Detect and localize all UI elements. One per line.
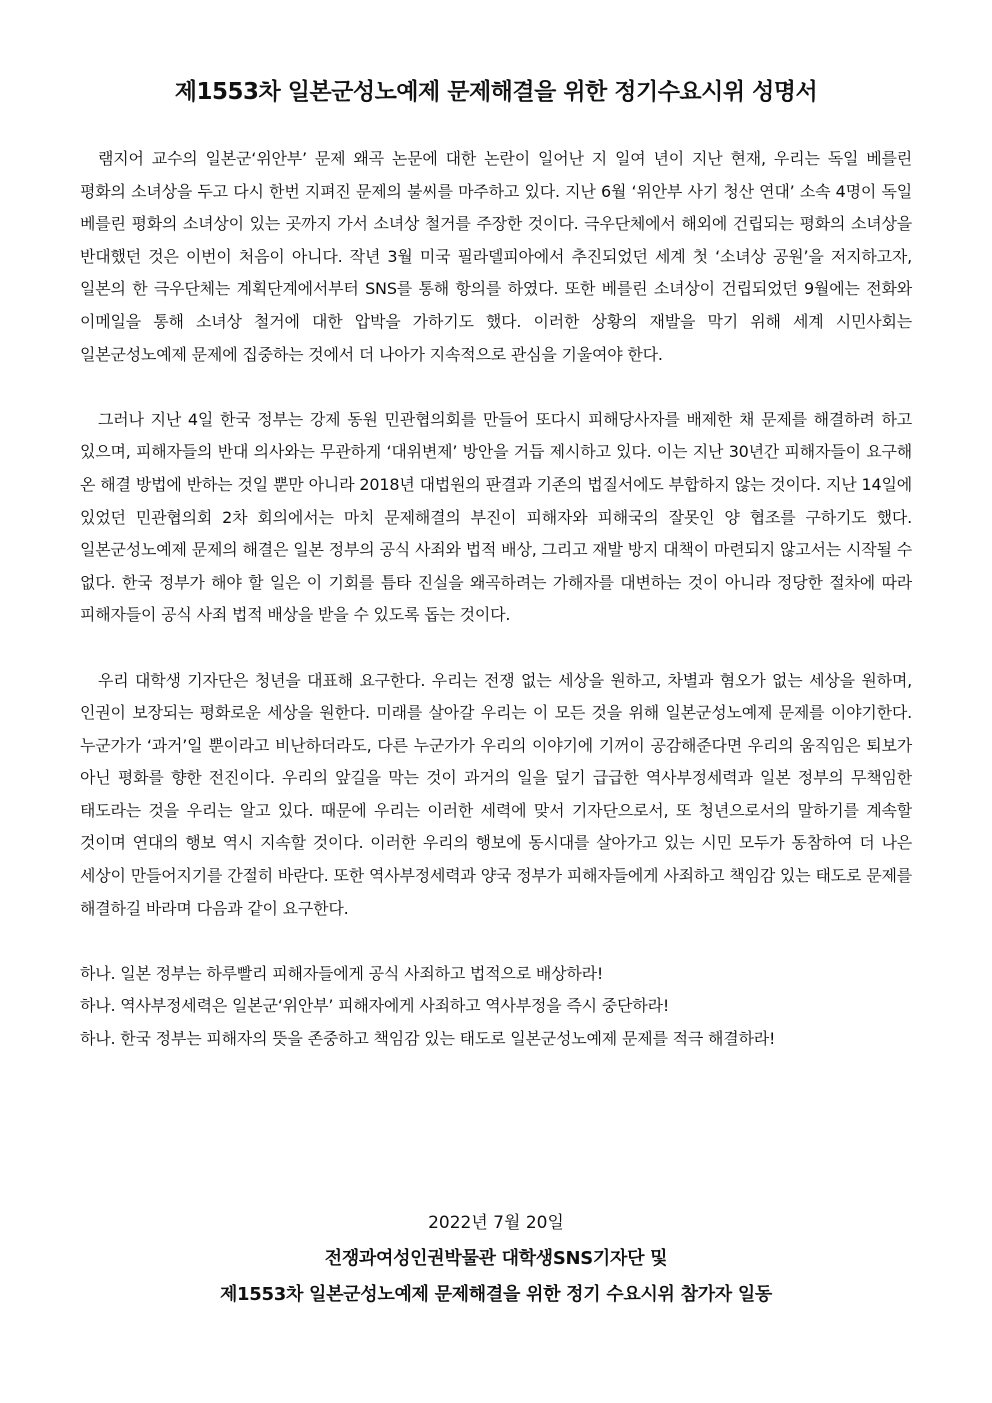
organization-line-1: 전쟁과여성인권박물관 대학생SNS기자단 및 bbox=[324, 1248, 668, 1269]
demand-item-3: 하나. 한국 정부는 피해자의 뜻을 존중하고 책임감 있는 태도로 일본군성노예제 문제를 적극 해결하라! bbox=[80, 1029, 776, 1049]
paragraph-1: 램지어 교수의 일본군‘위안부’ 문제 왜곡 논문에 대한 논란이 일어난 지 일여 년이 지난 현재, 우리는 독일 베를린 평화의 소녀상을 두고 다시 한번 지펴진 문제의 불씨를 마주하고 있다. 지난 6월 ‘위안부 사기 청산 연대’ 소속 4명이 독일 베를린 평화의 소녀상이 있는 곳까지 가서 소녀상 철거를 주장한 것이다. 극우단체에서 해외에 건립되는 평화의 소녀상을 반대했던 것은 이번이 처음이 아니다. 작년 3월 미국 필라델피아에서 추진되었던 세계 첫 ‘소녀상 공원’을 저지하고자, 일본의 한 극우단체는 계획단계에서부터 SNS를 통해 항의를 하였다. 또한 베를린 소녀상이 건립되었던 9월에는 전화와 이메일을 통해 소녀상 철거에 대한 압박을 가하기도 했다. 이러한 상황의 재발을 막기 위해 세계 시민사회는 일본군성노예제 문제에 집중하는 것에서 더 나아가 지속적으로 관심을 기울여야 한다. bbox=[80, 149, 912, 364]
organization-line-2: 제1553차 일본군성노예제 문제해결을 위한 정기 수요시위 참가자 일동 bbox=[219, 1284, 773, 1305]
statement-date: 2022년 7월 20일 bbox=[428, 1213, 564, 1233]
statement-body bbox=[80, 143, 912, 1056]
demand-item-1: 하나. 일본 정부는 하루빨리 피해자들에게 공식 사죄하고 법적으로 배상하라! bbox=[80, 963, 604, 983]
signature-block bbox=[60, 1205, 932, 1313]
paragraph-3: 우리 대학생 기자단은 청년을 대표해 요구한다. 우리는 전쟁 없는 세상을 원하고, 차별과 혐오가 없는 세상을 원하며, 인권이 보장되는 평화로운 세상을 원한다. 미래를 살아갈 우리는 이 모든 것을 위해 일본군성노예제 문제를 이야기한다. 누군가가 ‘과거’일 뿐이라고 비난하더라도, 다른 누군가가 우리의 이야기에 기꺼이 공감해준다면 우리의 움직임은 퇴보가 아닌 평화를 향한 전진이다. 우리의 앞길을 막는 것이 과거의 일을 덮기 급급한 역사부정세력과 일본 정부의 무책임한 태도라는 것을 우리는 알고 있다. 때문에 우리는 이러한 세력에 맞서 기자단으로서, 또 청년으로서의 말하기를 계속할 것이며 연대의 행보 역시 지속할 것이다. 이러한 우리의 행보에 동시대를 살아가고 있는 시민 모두가 동참하여 더 나은 세상이 만들어지기를 간절히 바란다. 또한 역사부정세력과 양국 정부가 피해자들에게 사죄하고 책임감 있는 태도로 문제를 해결하길 바라며 다음과 같이 요구한다. bbox=[80, 670, 912, 918]
paragraph-2: 그러나 지난 4일 한국 정부는 강제 동원 민관협의회를 만들어 또다시 피해당사자를 배제한 채 문제를 해결하려 하고 있으며, 피해자들의 반대 의사와는 무관하게 ‘대위변제’ 방안을 거듭 제시하고 있다. 이는 지난 30년간 피해자들이 요구해 온 해결 방법에 반하는 것일 뿐만 아니라 2018년 대법원의 판결과 기존의 법질서에도 부합하지 않는 것이다. 지난 14일에 있었던 민관협의회 2차 회의에서는 마치 문제해결의 부진이 피해자와 피해국의 잘못인 양 협조를 구하기도 했다. 일본군성노예제 문제의 해결은 일본 정부의 공식 사죄와 법적 배상, 그리고 재발 방지 대책이 마련되지 않고서는 시작될 수 없다. 한국 정부가 해야 할 일은 이 기회를 틈타 진실을 왜곡하려는 가해자를 대변하는 것이 아니라 정당한 절차에 따라 피해자들이 공식 사죄 법적 배상을 받을 수 있도록 돕는 것이다. bbox=[80, 409, 912, 625]
demands-list bbox=[80, 958, 912, 1056]
demand-item-2: 하나. 역사부정세력은 일본군‘위안부’ 피해자에게 사죄하고 역사부정을 즉시 중단하라! bbox=[80, 996, 670, 1016]
page-title: 제1553차 일본군성노예제 문제해결을 위한 정기수요시위 성명서 bbox=[174, 79, 818, 105]
